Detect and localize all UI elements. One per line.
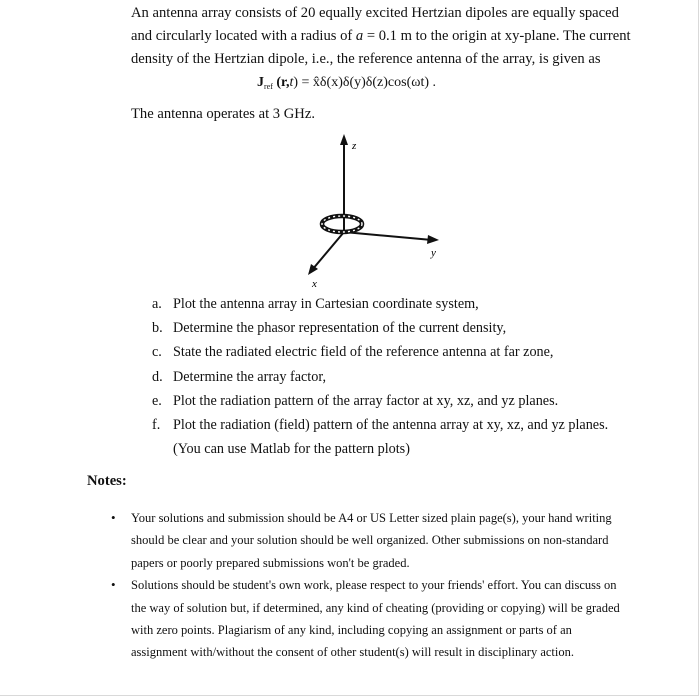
task-text: Plot the antenna array in Cartesian coordinate system, (173, 296, 479, 312)
note-item (111, 507, 631, 574)
radius-value: = 0.1 m (363, 28, 412, 44)
formula-args: (r, (272, 75, 290, 90)
formula-ref-subscript: ref (264, 82, 273, 91)
task-item (152, 389, 652, 413)
x-axis (312, 232, 344, 270)
task-marker: d. (152, 368, 163, 385)
intro-text-1: An antenna array consists of 20 equally excited Hertzian dipoles are equally spaced and circularly located with a radius of (131, 5, 619, 44)
task-marker: f. (152, 417, 161, 434)
task-text: Determine the array factor, (173, 368, 327, 385)
intro-text-2: to the origin at xy-plane. The current density of the Hertzian dipole, i.e., the reference antenna of the array, is given as (131, 28, 631, 67)
frequency-statement: The antenna operates at 3 GHz. (131, 106, 315, 122)
task-text: Plot the radiation (field) pattern of the antenna array at xy, xz, and yz planes. (173, 417, 609, 434)
task-text: Determine the phasor representation of the current density, (173, 320, 507, 337)
radius-variable: a (355, 28, 364, 44)
z-axis-arrowhead (340, 134, 348, 145)
matlab-note: (You can use Matlab for the pattern plots) (173, 441, 410, 458)
task-item (152, 413, 652, 437)
task-text: Plot the radiation pattern of the array factor at xy, xz, and yz planes. (173, 392, 559, 409)
task-item (152, 340, 652, 364)
z-axis-label: z (352, 140, 357, 152)
bullet-icon: • (111, 577, 116, 593)
y-axis (344, 232, 432, 240)
y-axis-arrowhead (427, 235, 439, 244)
x-axis-label: x (312, 278, 317, 290)
task-item (152, 316, 652, 340)
task-marker: b. (152, 320, 163, 337)
notes-heading: Notes: (87, 473, 127, 489)
note-text: Solutions should be student's own work, please respect to your friends' effort. You can discuss on the way of solution but, if determined, any kind of cheating (providing or copying) will be graded with zero points. Plagiarism of any kind, including copying an assignment or parts of an assignment with/without the consent of other student(s) will result in disciplinary action. (131, 578, 620, 660)
task-marker: e. (152, 392, 162, 409)
dipole-ring (322, 216, 362, 232)
task-list (152, 292, 652, 461)
task-marker: a. (152, 296, 162, 312)
note-text: Your solutions and submission should be A4 or US Letter sized plain page(s), your hand writing should be clear and your solution should be well organized. Other submissions on non-standard papers or poorly prepared submissions won't be graded. (131, 511, 612, 570)
formula-j-symbol: J (257, 75, 264, 90)
y-axis-label: y (431, 247, 436, 259)
formula-rhs: ) = x̂δ(x)δ(y)δ(z)cos(ωt) . (293, 75, 436, 90)
task-item (152, 365, 652, 389)
note-item (111, 574, 631, 664)
task-item (152, 292, 652, 316)
task-text: State the radiated electric field of the reference antenna at far zone, (173, 344, 554, 361)
formula-t: t (289, 75, 294, 90)
bullet-icon: • (111, 510, 116, 525)
notes-list (111, 507, 631, 664)
task-marker: c. (152, 344, 162, 361)
